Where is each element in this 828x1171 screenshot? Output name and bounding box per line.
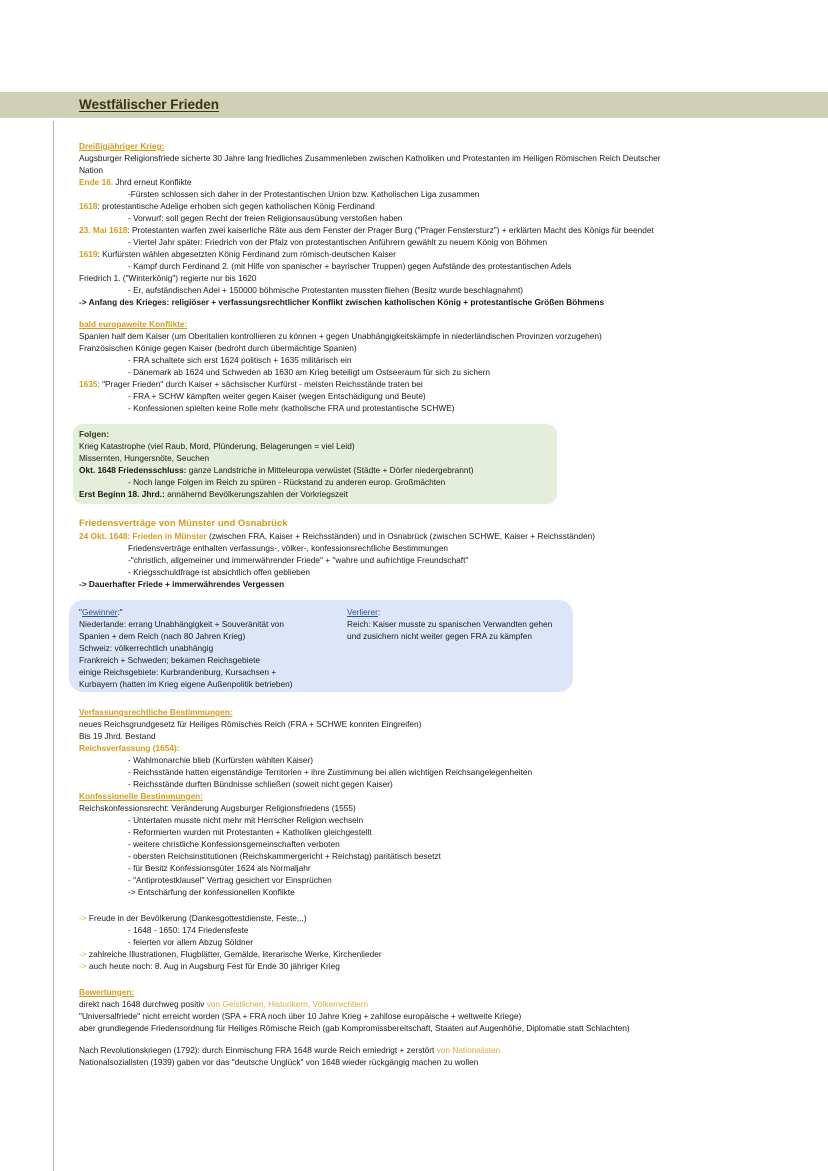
text-line: - Kampf durch Ferdinand 2. (mit Hilfe von spanischer + bayrischer Truppen) gegen Aufstände des protestantischen Adels <box>128 261 572 271</box>
text-line: - FRA schaltete sich erst 1624 politisch + 1635 militärisch ein <box>128 355 352 365</box>
text-line: -> Entschärfung der konfessionellen Konflikte <box>128 887 295 897</box>
text-line: - "Antiprotestklausel" Vertrag gesichert vor Einsprüchen <box>128 875 332 885</box>
text-line: -Fürsten schlossen sich daher in der Protestantischen Union bzw. Katholischen Liga zusammen <box>128 189 480 199</box>
verlierer-column <box>347 606 559 642</box>
text-span: zahlreiche Illustrationen, Flugblätter, Gemälde, literarische Werke, Kirchenlieder <box>86 949 382 959</box>
text-span: (zwischen FRA, Kaiser + Reichsständen) und in Osnabrück (zwischen SCHWE, Kaiser + Reichsständen) <box>206 531 595 541</box>
text-line <box>79 998 759 1010</box>
colon-span: : <box>377 607 381 617</box>
text-line <box>79 248 759 260</box>
text-span: Jhrd erneut Konflikte <box>113 177 192 187</box>
text-line: - Untertaten musste nicht mehr mit Herrscher Religion wechseln <box>128 815 364 825</box>
text-line <box>79 530 759 542</box>
date-highlight: 24 Okt. 1648: Frieden in Münster <box>79 531 207 541</box>
text-line: - Kriegsschuldfrage ist absichtlich offen geblieben <box>128 567 311 577</box>
section-heading-europa: bald europaweite Konflikte: <box>79 319 188 329</box>
bold-span: Okt. 1648 Friedensschluss: <box>79 465 187 475</box>
text-line: Frankreich + Schweden; bekamen Reichsgebiete <box>79 655 261 665</box>
text-line: - Reichsstände hatten eigenständige Territorien + ihre Zustimmung bei allen wichtigen Reichsangelegenheiten <box>128 767 533 777</box>
date-highlight: 1618 <box>79 201 98 211</box>
arrow-span: -> <box>79 949 87 959</box>
text-line: - Reformierten wurden mit Protestanten + Katholiken gleichgestellt <box>128 827 372 837</box>
text-line: Französischen Könige gegen Kaiser (bedroht durch übermächtige Spanien) <box>79 343 357 353</box>
text-span: : Protestanten warfen zwei kaiserliche Räte aus dem Fenster der Prager Burg ("Prager Fenstersturz") + erklärten Macht des Königs für beendet <box>127 225 654 235</box>
section-heading-vertraege: Friedensverträge von Münster und Osnabrück <box>79 518 288 529</box>
margin-line <box>53 121 54 1171</box>
text-span: : "Prager Frieden" durch Kaiser + sächsischer Kurfürst - meisten Reichsstände traten bei <box>97 379 423 389</box>
text-line: - Er, aufständischen Adel + 150000 böhmische Protestanten mussten fliehen (Besitz wurde beschlagnahmt) <box>128 285 524 295</box>
text-line: Reich: Kaiser musste zu spanischen Verwandten gehen und zusichern nicht weiter gegen FRA zu kämpfen <box>347 619 553 641</box>
text-line <box>79 1044 759 1056</box>
text-line: Missernten, Hungersnöte, Seuchen <box>79 453 210 463</box>
text-line: - Dänemark ab 1624 und Schweden ab 1630 am Krieg beteiligt um Ostseeraum für sich zu sichern <box>128 367 491 377</box>
text-line <box>79 960 759 972</box>
gewinner-column <box>79 606 339 690</box>
highlight-span: von Nationalisten <box>436 1045 501 1055</box>
text-line: Krieg Katastrophe (viel Raub, Mord, Plünderung, Belagerungen = viel Leid) <box>79 441 355 451</box>
text-line: -"christlich, allgemeiner und immerwährender Friede" + "wahre und aufrichtige Freundschaft" <box>128 555 469 565</box>
text-line <box>79 912 759 924</box>
text-line: - Noch lange Folgen im Reich zu spüren - Rückstand zu anderen europ. Großmächten <box>128 477 446 487</box>
text-line: - Viertel Jahr später: Friedrich von der Pfalz von protestantischen Anführern gewählt zu neuem König von Böhmen <box>128 237 548 247</box>
text-line: aber grundlegende Friedensordnung für Heiliges Römische Reich (gab Kompromissbereitschaft, Staaten auf Augenhöhe, Diplomatie statt Schlachten) <box>79 1023 630 1033</box>
conclusion-line: -> Dauerhafter Friede + immerwährendes Vergessen <box>79 579 285 589</box>
text-line: - Wahlmonarchie blieb (Kurfürsten wählten Kaiser) <box>128 755 314 765</box>
quote-span: :" <box>117 607 123 617</box>
text-line: - feierten vor allem Abzug Söldner <box>128 937 253 947</box>
section-heading-verfassung: Verfassungsrechtliche Bestimmungen: <box>79 707 233 717</box>
date-highlight: 23. Mai 1618 <box>79 225 128 235</box>
text-line: Spanien half dem Kaiser (um Oberitalien kontrollieren zu können + gegen Unabhängigkeitskämpfe in niederländischen Provinzen vorzugehen) <box>79 331 602 341</box>
text-line: Reichskonfessionsrecht: Veränderung Augsburger Religionsfriedens (1555) <box>79 803 356 813</box>
conclusion-line: -> Anfang des Krieges: religiöser + verfassungsrechtlicher Konflikt zwischen katholischen König + protestantische Größen Böhmens <box>79 297 605 307</box>
text-line: einige Reichsgebiete: Kurbrandenburg, Kursachsen + <box>79 667 277 677</box>
text-line: Niederlande: errang Unabhängigkeit + Souveränität von <box>79 619 285 629</box>
text-line: Friedrich 1. ("Winterkönig") regierte nur bis 1620 <box>79 273 257 283</box>
verlierer-heading <box>347 606 559 618</box>
text-line: - 1648 - 1650: 174 Friedensfeste <box>128 925 249 935</box>
text-line: - FRA + SCHW kämpften weiter gegen Kaiser (wegen Entschädigung und Beute) <box>128 391 426 401</box>
text-line <box>79 224 759 236</box>
text-span: ganze Landstriche in Mitteleuropa verwüstet (Städte + Dörfer niedergebrannt) <box>186 465 474 475</box>
date-highlight: Ende 16. <box>79 177 114 187</box>
text-span: Freude in der Bevölkerung (Dankesgottestdienste, Feste,..) <box>86 913 307 923</box>
text-line: Schweiz: völkerrechtlich unabhängig <box>79 643 214 653</box>
text-line <box>79 378 759 390</box>
text-line: - für Besitz Konfessionsgüter 1624 als Normaljahr <box>128 863 311 873</box>
subheading-konfessionell: Konfessionelle Bestimmungen: <box>79 791 204 801</box>
text-line <box>79 488 551 500</box>
text-span: direkt nach 1648 durchweg positiv <box>79 999 207 1009</box>
bold-span: Erst Beginn 18. Jhrd.: <box>79 489 165 499</box>
text-line: Bis 19 Jhrd. Bestand <box>79 731 156 741</box>
highlight-span: von Geistlichen, Historikern, Völkerrechtlern <box>206 999 369 1009</box>
gewinner-heading <box>79 606 339 618</box>
verlierer-label: Verlierer <box>347 607 378 617</box>
text-line <box>79 948 759 960</box>
gewinner-label: Gewinner <box>81 607 118 617</box>
text-line: - weitere christliche Konfessionsgemeinschaften verboten <box>128 839 340 849</box>
text-line: Nationalsozialisten (1939) gaben vor das "deutsche Unglück" von 1648 wieder rückgängig machen zu wollen <box>79 1057 479 1067</box>
text-span: : protestantische Adelige erhoben sich gegen katholischen König Ferdinand <box>97 201 375 211</box>
text-line <box>79 200 759 212</box>
section-heading-krieg: Dreißigjähriger Krieg: <box>79 141 165 151</box>
text-span: Nach Revolutionskriegen (1792): durch Einmischung FRA 1648 wurde Reich erniedrigt + zerstört <box>79 1045 437 1055</box>
text-line: Augsburger Religionsfriede sicherte 30 Jahre lang friedliches Zusammenleben zwischen Katholiken und Protestanten im Heiligen Römischen Reich Deutscher <box>79 153 661 163</box>
arrow-span: -> <box>79 913 87 923</box>
date-highlight: 1619 <box>79 249 98 259</box>
quote-span: " <box>79 607 82 617</box>
text-line: - Konfessionen spielten keine Rolle mehr (katholische FRA und protestantische SCHWE) <box>128 403 455 413</box>
date-highlight: 1635 <box>79 379 98 389</box>
text-span: : Kurfürsten wählen abgesetzten König Ferdinand zum römisch-deutschen Kaiser <box>97 249 396 259</box>
text-line: - obersten Reichsinstitutionen (Reichskammergericht + Reichstag) paritätisch besetzt <box>128 851 441 861</box>
text-line: Kurbayern (hatten im Krieg eigene Außenpolitik betrieben) <box>79 679 293 689</box>
text-line: Nation <box>79 165 103 175</box>
text-line: - Vorwurf: soll gegen Recht der freien Religionsausübung verstoßen haben <box>128 213 403 223</box>
document-body <box>79 140 759 1068</box>
arrow-span: -> <box>79 961 87 971</box>
text-line: - Reichsstände durften Bündnisse schließen (soweit nicht gegen Kaiser) <box>128 779 393 789</box>
gewinner-verlierer-box <box>69 600 573 692</box>
folgen-heading: Folgen: <box>79 429 109 439</box>
section-heading-bewertungen: Bewertungen: <box>79 987 135 997</box>
page-title: Westfälischer Frieden <box>79 97 220 112</box>
text-line: neues Reichsgrundgesetz für Heiliges Römisches Reich (FRA + SCHWE konnten Eingreifen) <box>79 719 422 729</box>
text-line: Spanien + dem Reich (nach 80 Jahren Krieg) <box>79 631 246 641</box>
text-span: annähernd Bevölkerungszahlen der Vorkriegszeit <box>164 489 348 499</box>
folgen-box <box>73 424 557 504</box>
text-line: Friedensverträge enthalten verfassungs-, völker-, konfessionsrechtliche Bestimmungen <box>128 543 449 553</box>
text-line <box>79 464 551 476</box>
text-line: "Universalfriede" nicht erreicht worden (SPA + FRA noch über 10 Jahre Krieg + zahllose europäische + weltweite Kriege) <box>79 1011 522 1021</box>
text-span: auch heute noch: 8. Aug in Augsburg Fest für Ende 30 jähriger Krieg <box>86 961 340 971</box>
subheading-reichsverfassung: Reichsverfassung (1654): <box>79 743 180 753</box>
text-line <box>79 176 759 188</box>
